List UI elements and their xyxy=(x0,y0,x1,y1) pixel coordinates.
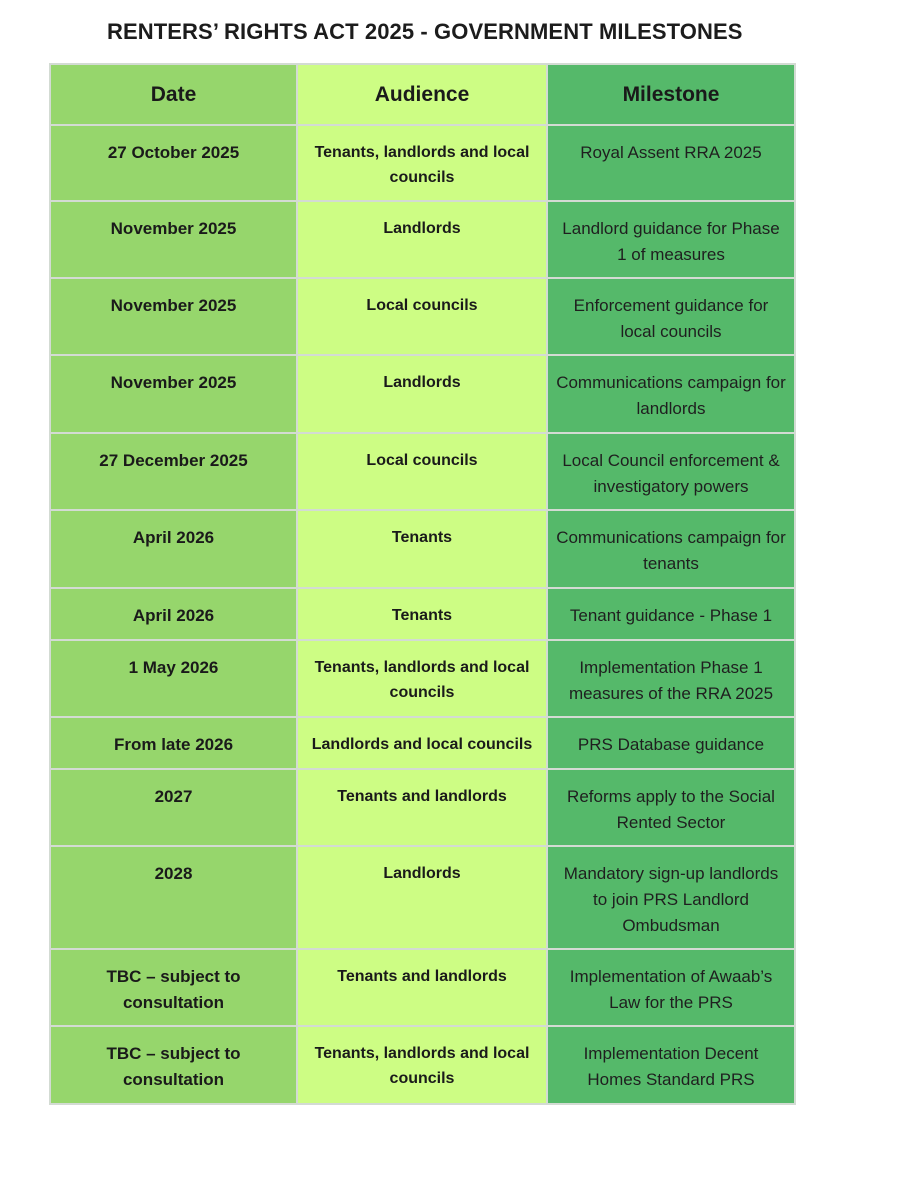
cell-milestone: Communications campaign for tenants xyxy=(547,510,795,588)
cell-date: April 2026 xyxy=(50,510,297,588)
document-title: RENTERS’ RIGHTS ACT 2025 - GOVERNMENT MILESTONES xyxy=(107,19,743,44)
table-row xyxy=(50,1026,795,1104)
cell-audience: Landlords xyxy=(297,846,547,949)
cell-milestone: Implementation Phase 1 measures of the RRA 2025 xyxy=(547,640,795,717)
table-row xyxy=(50,640,795,717)
cell-audience: Landlords xyxy=(297,355,547,433)
table-row xyxy=(50,717,795,769)
cell-date: 27 December 2025 xyxy=(50,433,297,510)
milestones-table xyxy=(49,63,796,1105)
cell-date: November 2025 xyxy=(50,355,297,433)
cell-audience: Tenants, landlords and local councils xyxy=(297,1026,547,1104)
table-row xyxy=(50,846,795,949)
cell-milestone: Royal Assent RRA 2025 xyxy=(547,125,795,201)
table-row xyxy=(50,278,795,355)
table-row xyxy=(50,510,795,588)
table-row xyxy=(50,949,795,1026)
table-row xyxy=(50,769,795,846)
cell-date: TBC – subject to consultation xyxy=(50,1026,297,1104)
cell-audience: Tenants xyxy=(297,510,547,588)
table-row xyxy=(50,588,795,640)
cell-milestone: Mandatory sign-up landlords to join PRS Landlord Ombudsman xyxy=(547,846,795,949)
cell-milestone: Communications campaign for landlords xyxy=(547,355,795,433)
cell-date: TBC – subject to consultation xyxy=(50,949,297,1026)
cell-date: April 2026 xyxy=(50,588,297,640)
cell-audience: Tenants xyxy=(297,588,547,640)
cell-audience: Local councils xyxy=(297,433,547,510)
table-header-row xyxy=(50,64,795,125)
cell-audience: Tenants, landlords and local councils xyxy=(297,125,547,201)
cell-audience: Tenants, landlords and local councils xyxy=(297,640,547,717)
table-row xyxy=(50,355,795,433)
cell-date: 27 October 2025 xyxy=(50,125,297,201)
header-milestone: Milestone xyxy=(547,64,795,125)
cell-date: 1 May 2026 xyxy=(50,640,297,717)
cell-milestone: Landlord guidance for Phase 1 of measures xyxy=(547,201,795,278)
cell-milestone: Reforms apply to the Social Rented Sector xyxy=(547,769,795,846)
table-row xyxy=(50,201,795,278)
header-audience: Audience xyxy=(297,64,547,125)
cell-milestone: Implementation Decent Homes Standard PRS xyxy=(547,1026,795,1104)
cell-milestone: Enforcement guidance for local councils xyxy=(547,278,795,355)
cell-audience: Landlords xyxy=(297,201,547,278)
cell-date: 2027 xyxy=(50,769,297,846)
cell-milestone: Implementation of Awaab’s Law for the PRS xyxy=(547,949,795,1026)
cell-audience: Local councils xyxy=(297,278,547,355)
table-row xyxy=(50,125,795,201)
cell-date: November 2025 xyxy=(50,201,297,278)
header-date: Date xyxy=(50,64,297,125)
cell-audience: Tenants and landlords xyxy=(297,949,547,1026)
cell-date: November 2025 xyxy=(50,278,297,355)
table-row xyxy=(50,433,795,510)
cell-milestone: Local Council enforcement & investigatory powers xyxy=(547,433,795,510)
cell-date: 2028 xyxy=(50,846,297,949)
cell-audience: Tenants and landlords xyxy=(297,769,547,846)
cell-audience: Landlords and local councils xyxy=(297,717,547,769)
cell-date: From late 2026 xyxy=(50,717,297,769)
cell-milestone: Tenant guidance - Phase 1 xyxy=(547,588,795,640)
cell-milestone: PRS Database guidance xyxy=(547,717,795,769)
